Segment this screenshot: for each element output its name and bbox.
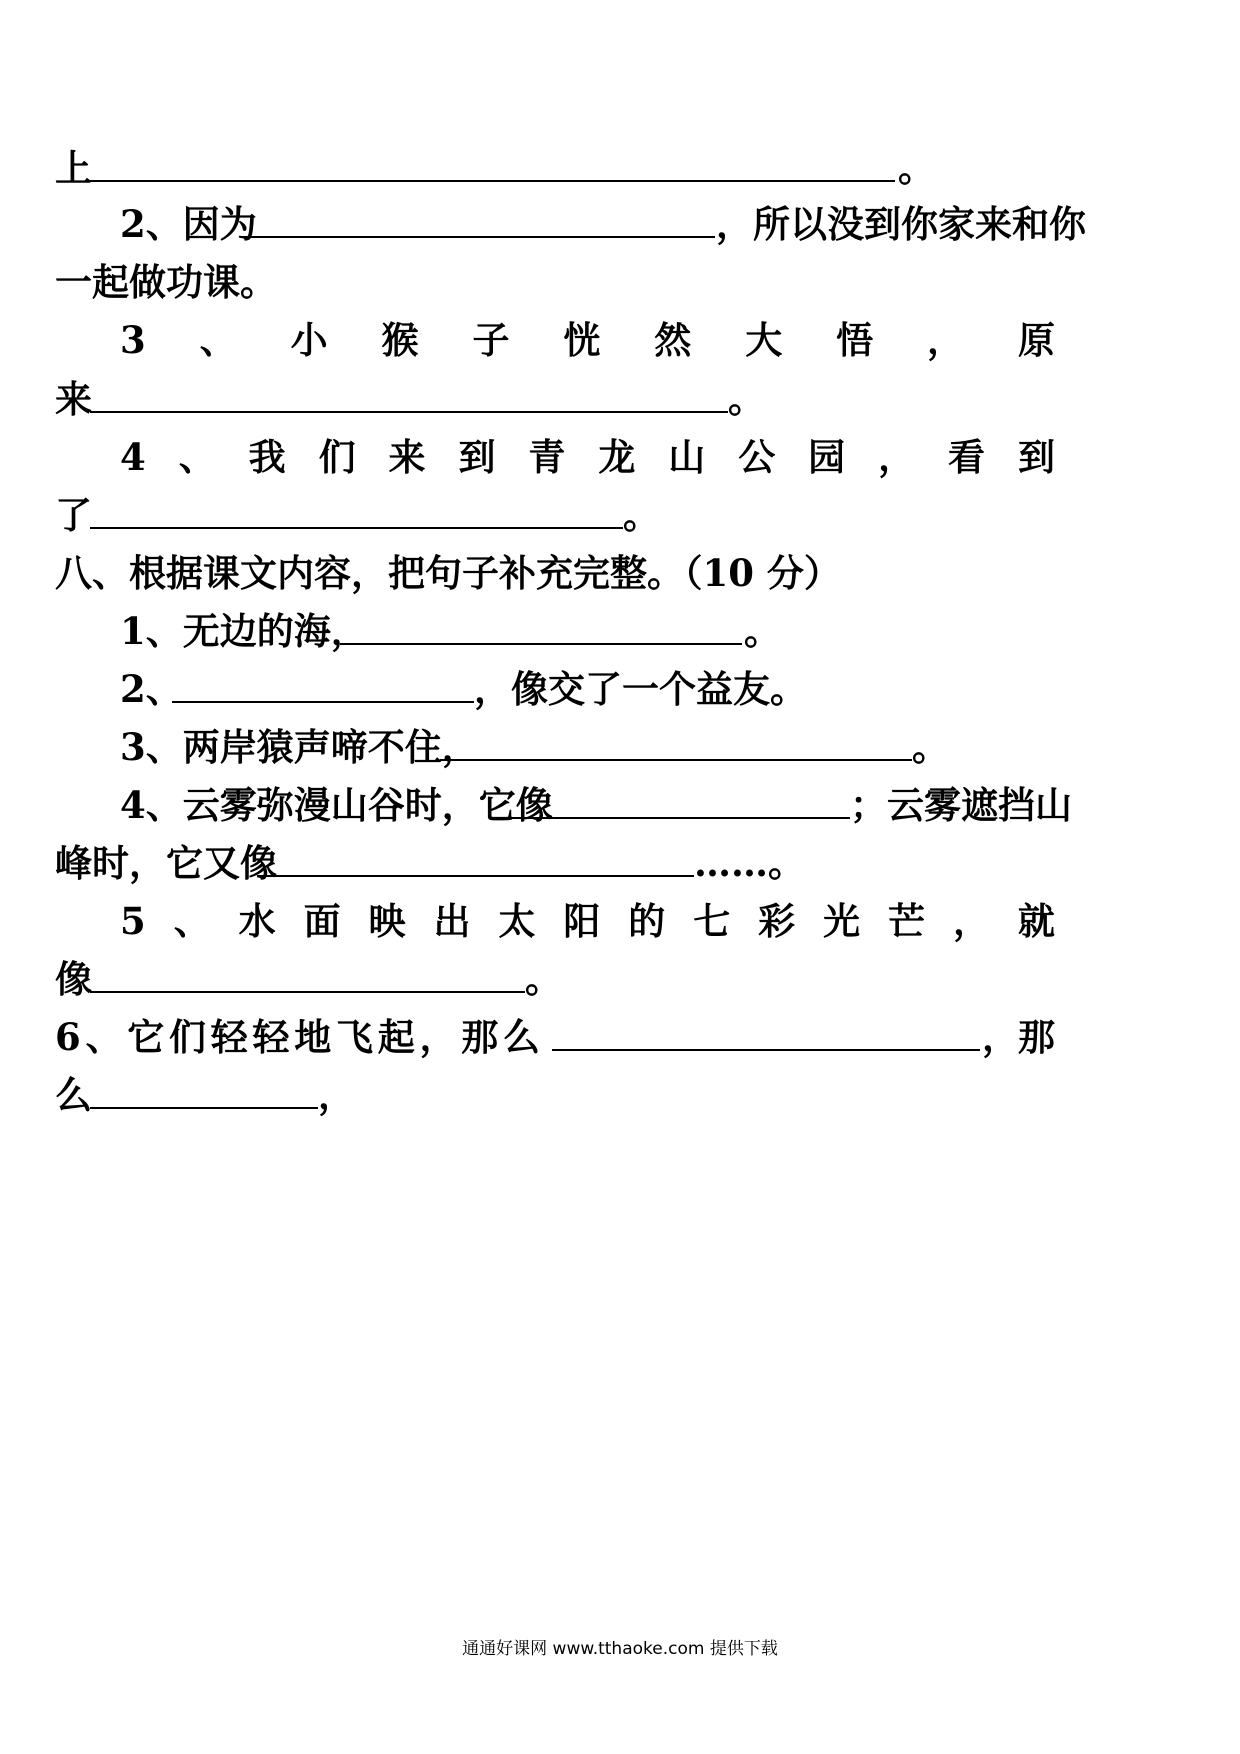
q7-4-line <box>120 435 1055 479</box>
q7-2-text-b: ，所以没到你家来和你 <box>716 202 1086 246</box>
q8-4-text-b: ；云雾遮挡山 <box>850 783 1072 827</box>
answer-blank-7-3[interactable] <box>90 411 728 413</box>
section-8-heading: 八、根据课文内容，把句子补充完整。（10 分） <box>55 551 841 595</box>
q8-2-text: 2、 <box>120 667 183 711</box>
spread-char: 七 <box>693 899 731 943</box>
answer-blank-8-6b[interactable] <box>90 1107 318 1109</box>
q7-3-line <box>120 318 1055 362</box>
spread-char: 太 <box>498 899 536 943</box>
answer-blank-7-1[interactable] <box>90 180 895 182</box>
q8-5-end: 。 <box>525 957 562 1001</box>
q8-1-text: 1、无边的海， <box>120 609 368 653</box>
spread-char: 悟 <box>836 318 874 362</box>
q8-5-text-b: 像 <box>55 957 92 1001</box>
spread-char: 5 <box>120 899 146 943</box>
line1-start: 上 <box>55 146 92 190</box>
spread-char: 青 <box>528 435 566 479</box>
spread-char: 的 <box>628 899 666 943</box>
spread-char: 龙 <box>598 435 636 479</box>
answer-blank-8-4b[interactable] <box>257 875 694 877</box>
answer-blank-8-5[interactable] <box>90 991 525 993</box>
q8-6-line <box>55 1015 540 1059</box>
line1-end: 。 <box>898 146 935 190</box>
spread-char: 面 <box>303 899 341 943</box>
q7-3-text-b: 来 <box>55 377 92 421</box>
spread-char: ， <box>878 435 916 479</box>
q8-5-line <box>120 899 1055 943</box>
answer-blank-7-2[interactable] <box>240 236 715 238</box>
spread-char: 轻 <box>252 1015 290 1059</box>
q8-1-end: 。 <box>744 609 781 653</box>
q8-6-end: ， <box>318 1073 355 1117</box>
spread-char: 阳 <box>563 899 601 943</box>
spread-char: 彩 <box>758 899 796 943</box>
spread-char: 么 <box>503 1015 540 1059</box>
spread-char: 我 <box>248 435 286 479</box>
answer-blank-8-2[interactable] <box>172 701 474 703</box>
spread-char: 4 <box>120 435 146 479</box>
spread-char: 6 <box>55 1015 81 1059</box>
spread-char: 们 <box>169 1015 206 1059</box>
spread-char: 、 <box>85 1015 123 1059</box>
spread-char: 原 <box>1017 318 1055 362</box>
spread-char: 就 <box>1017 899 1055 943</box>
spread-char: 公 <box>738 435 776 479</box>
spread-char: 园 <box>808 435 846 479</box>
answer-blank-8-3[interactable] <box>440 759 912 761</box>
spread-char: 子 <box>472 318 510 362</box>
spread-char: ， <box>952 899 990 943</box>
spread-char: 猴 <box>381 318 419 362</box>
spread-char: 、 <box>173 899 211 943</box>
spread-char: 飞 <box>336 1015 373 1059</box>
q7-2-text: 2、因为 <box>120 202 257 246</box>
q8-3-text: 3、两岸猿声啼不住， <box>120 725 479 769</box>
spread-char: ， <box>419 1015 457 1059</box>
spread-char: 山 <box>668 435 706 479</box>
answer-blank-7-4[interactable] <box>90 527 623 529</box>
spread-char: 到 <box>458 435 496 479</box>
spread-char: 、 <box>199 318 237 362</box>
spread-char: 到 <box>1017 435 1055 479</box>
q8-6-text-b: 么 <box>55 1073 92 1117</box>
spread-char: 它 <box>127 1015 165 1059</box>
spread-char: 那 <box>461 1015 499 1059</box>
spread-char: 光 <box>823 899 861 943</box>
q7-2-text-c: 一起做功课。 <box>55 260 277 304</box>
q8-4-text: 4、云雾弥漫山谷时，它像 <box>120 783 553 827</box>
spread-char: 小 <box>290 318 328 362</box>
answer-blank-8-4a[interactable] <box>512 817 850 819</box>
spread-char: ， <box>927 318 965 362</box>
q8-6-tail: 那 <box>1018 1015 1055 1059</box>
answer-blank-8-6a[interactable] <box>552 1049 980 1051</box>
spread-char: 3 <box>120 318 146 362</box>
q8-3-end: 。 <box>912 725 949 769</box>
spread-char: 芒 <box>888 899 925 943</box>
spread-char: 大 <box>745 318 783 362</box>
spread-char: 起 <box>377 1015 415 1059</box>
spread-char: 看 <box>948 435 985 479</box>
q7-3-end: 。 <box>728 377 765 421</box>
q7-4-end: 。 <box>623 493 660 537</box>
footer-credit: 通通好课网 www.tthaoke.com 提供下载 <box>462 1639 778 1659</box>
q8-4-end: ……。 <box>694 841 805 885</box>
spread-char: 、 <box>178 435 216 479</box>
spread-char: 轻 <box>210 1015 248 1059</box>
spread-char: 恍 <box>563 318 601 362</box>
spread-char: 然 <box>654 318 692 362</box>
spread-char: 们 <box>318 435 356 479</box>
spread-char: 出 <box>433 899 471 943</box>
q7-4-text-b: 了 <box>55 493 92 537</box>
spread-char: 来 <box>388 435 426 479</box>
spread-char: 映 <box>368 899 406 943</box>
q8-2-text-b: ，像交了一个益友。 <box>474 667 807 711</box>
spread-char: 地 <box>294 1015 332 1059</box>
q8-4-text-c: 峰时，它又像 <box>55 841 277 885</box>
spread-char: 水 <box>238 899 276 943</box>
answer-blank-8-1[interactable] <box>340 643 742 645</box>
q8-6-mid: ， <box>982 1015 1019 1059</box>
